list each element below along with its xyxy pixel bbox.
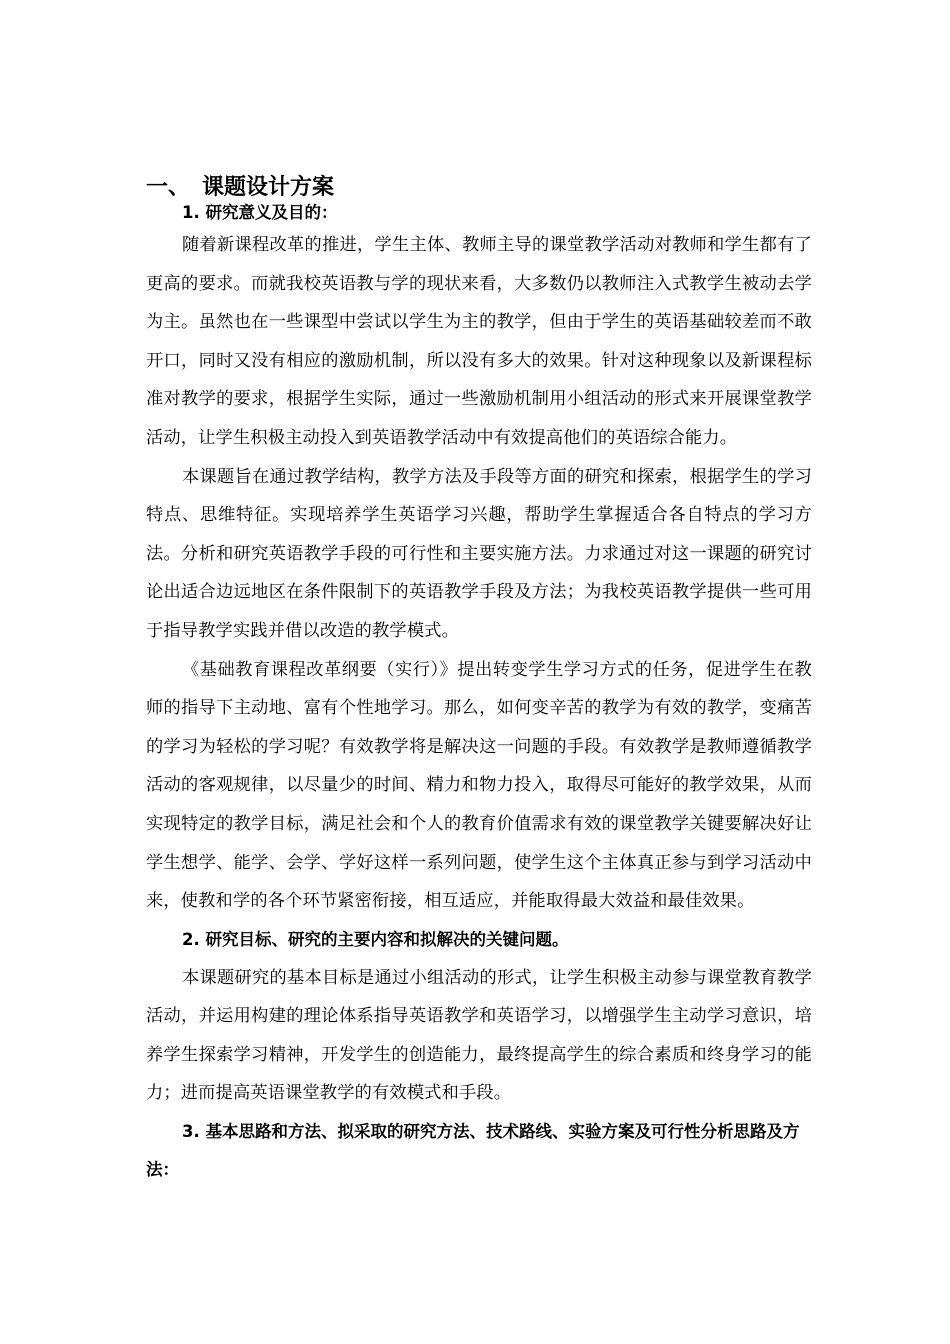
paragraph: 本课题研究的基本目标是通过小组活动的形式，让学生积极主动参与课堂教育教学活动，并运用构建的理论体系指导英语教学和英语学习，以增强学生主动学习意识，培养学生探索学习精神，开发学生的创造能力，最终提高学生的综合素质和终身学习的能力；进而提高英语课堂教学的有效模式和手段。 (146, 967, 812, 1104)
section-title-number: 一、 (146, 175, 191, 200)
section-title (146, 173, 826, 203)
paragraph: 本课题旨在通过教学结构，教学方法及手段等方面的研究和探索，根据学生的学习特点、思维特征。实现培养学生英语学习兴趣，帮助学生掌握适合各自特点的学习方法。分析和研究英语教学手段的可行性和主要实施方法。力求通过对这一课题的研究讨论出适合边远地区在条件限制下的英语教学手段及方法；为我校英语教学提供一些可用于指导教学实践并借以改造的教学模式。 (146, 466, 812, 641)
heading-research-significance: 1. 研究意义及目的： (182, 203, 338, 222)
heading-research-goals: 2. 研究目标、研究的主要内容和拟解决的关键问题。 (182, 929, 569, 949)
section-title-text: 课题设计方案 (202, 175, 335, 200)
paragraph: 随着新课程改革的推进，学生主体、教师主导的课堂教学活动对教师和学生都有了更高的要求。而就我校英语教与学的现状来看，大多数仍以教师注入式教学生被动去学为主。虽然也在一些课型中尝试以学生为主的教学，但由于学生的英语基础较差而不敢开口，同时又没有相应的激励机制，所以没有多大的效果。针对这种现象以及新课程标准对教学的要求，根据学生实际，通过一些激励机制用小组活动的形式来开展课堂教学活动，让学生积极主动投入到英语教学活动中有效提高他们的英语综合能力。 (146, 235, 812, 448)
paragraph: 《基础教育课程改革纲要（实行）》提出转变学生学习方式的任务，促进学生在教师的指导下主动地、富有个性地学习。那么，如何变辛苦的教学为有效的教学，变痛苦的学习为轻松的学习呢？有效教学将是解决这一问题的手段。有效教学是教师遵循教学活动的客观规律，以尽量少的时间、精力和物力投入，取得尽可能好的教学效果，从而实现特定的教学目标，满足社会和个人的教育价值需求有效的课堂教学关键要解决好让学生想学、能学、会学、学好这样一系列问题，使学生这个主体真正参与到学习活动中来，使教和学的各个环节紧密衔接，相互适应，并能取得最大效益和最佳效果。 (146, 659, 812, 912)
heading-research-methods: 3. 基本思路和方法、拟采取的研究方法、技术路线、实验方案及可行性分析思路及方法： (146, 1122, 800, 1180)
document-body (146, 200, 812, 1189)
